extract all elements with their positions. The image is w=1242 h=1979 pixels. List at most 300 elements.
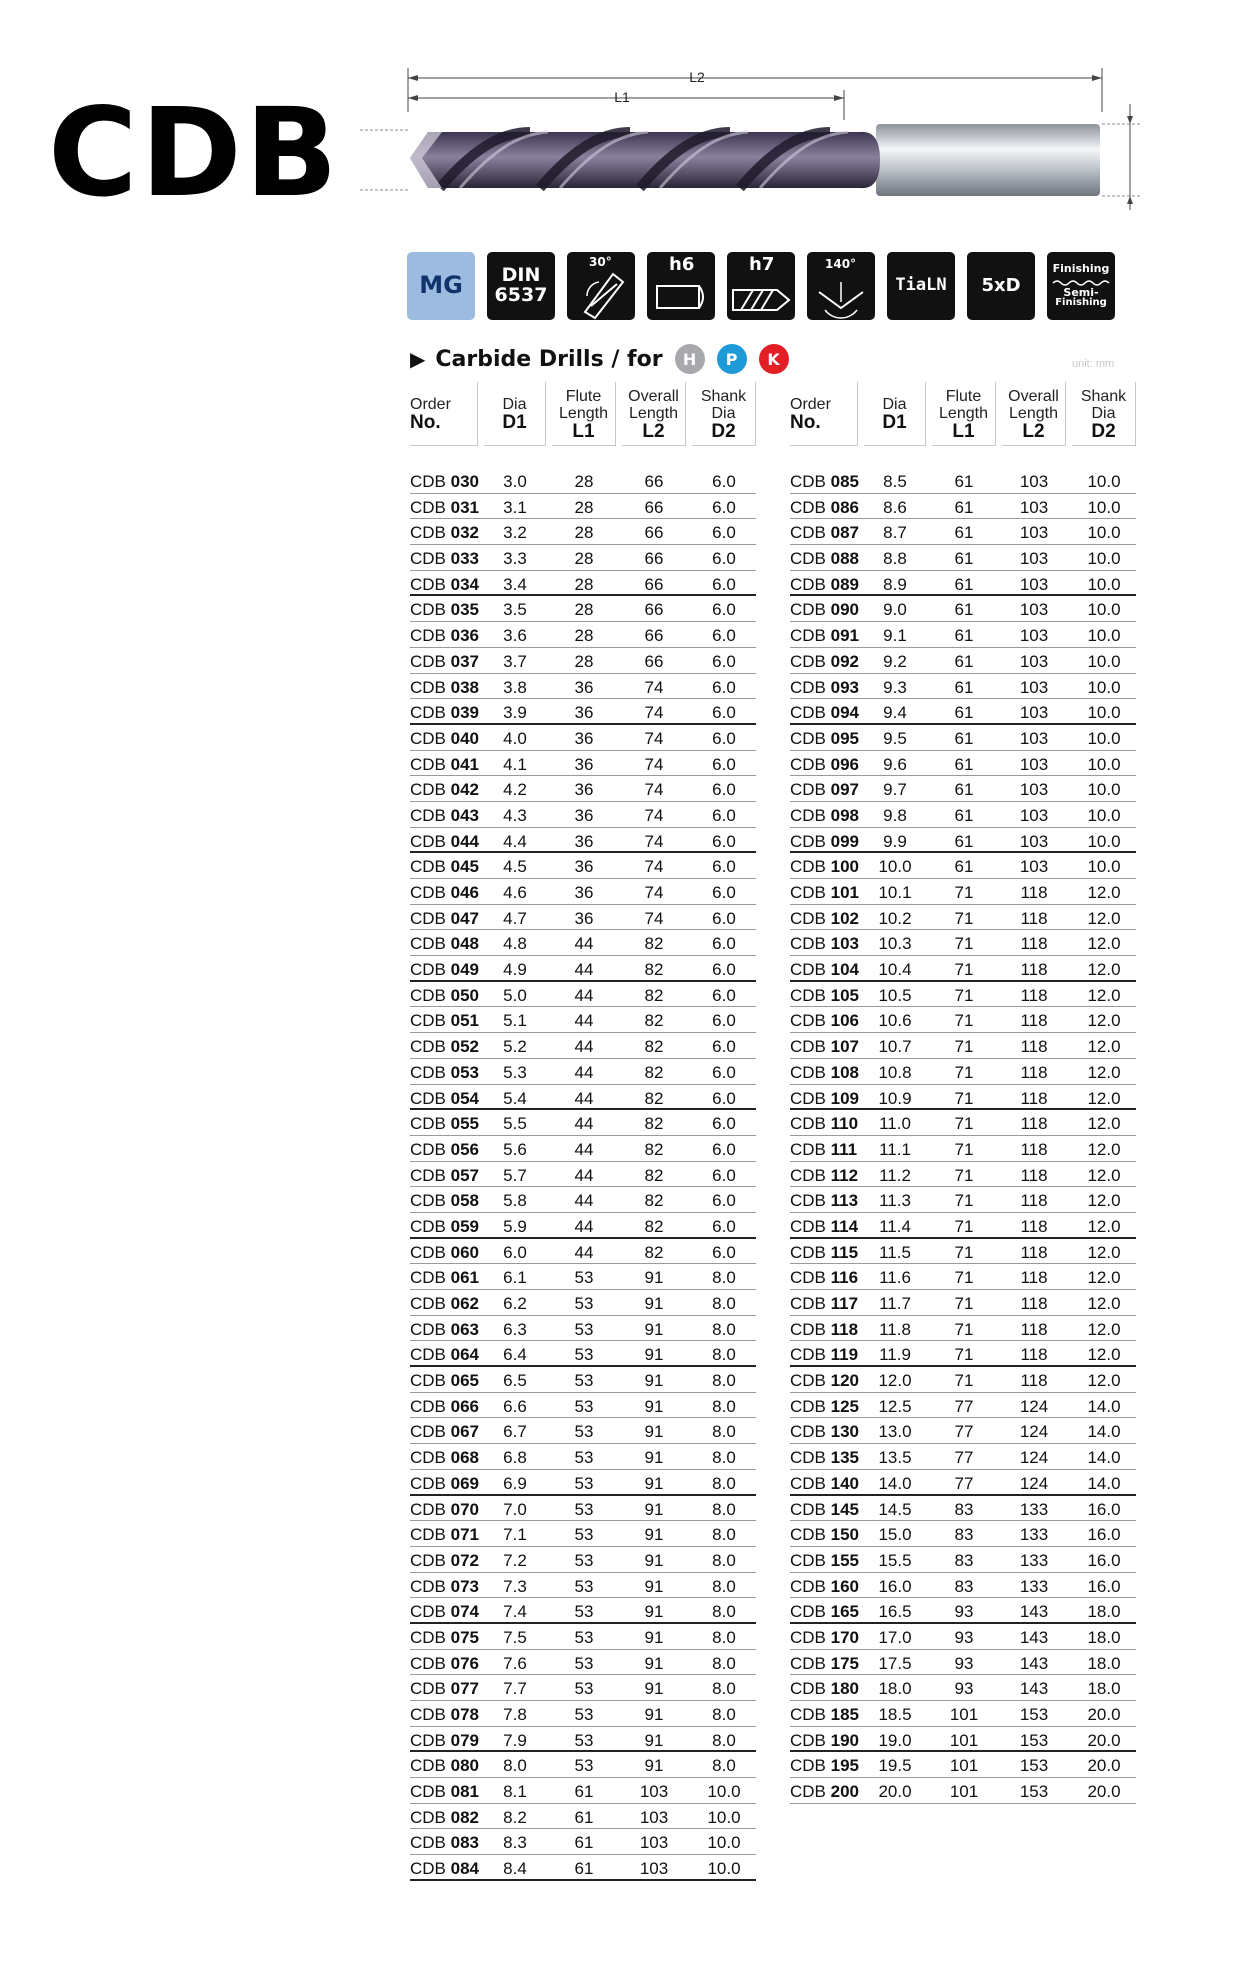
product-logo: CDB <box>48 82 341 224</box>
overall-length-l2: 103 <box>1019 549 1049 569</box>
flute-length-l1: 36 <box>574 780 594 800</box>
flute-length-l1: 61 <box>954 677 974 697</box>
order-number: CDB 110 <box>790 1114 859 1134</box>
order-number: CDB 067 <box>410 1422 479 1442</box>
order-number: CDB 106 <box>790 1011 859 1031</box>
flute-length-l1: 53 <box>574 1319 594 1339</box>
dia-d1: 10.1 <box>878 883 912 902</box>
table-row <box>790 802 1136 828</box>
order-number: CDB 091 <box>790 626 859 646</box>
overall-length-l2: 91 <box>644 1268 664 1288</box>
dia-d1: 10.8 <box>878 1062 912 1082</box>
order-number: CDB 130 <box>790 1422 859 1442</box>
table-row <box>410 982 756 1008</box>
shank-dia-d2: 10.0 <box>1087 651 1121 671</box>
order-number: CDB 098 <box>790 805 859 825</box>
dia-d1: 16.0 <box>878 1576 912 1596</box>
spec-table-left <box>410 382 758 1879</box>
shank-dia-d2: 6.0 <box>712 831 736 851</box>
table-row <box>790 905 1136 931</box>
tialn-badge-text: TiaLN <box>895 275 947 296</box>
shank-dia-d2: 10.0 <box>1087 523 1121 543</box>
header-flute: Flute Length L1 <box>552 382 616 446</box>
table-row <box>790 1675 1136 1701</box>
5xd-badge-text: 5xD <box>981 274 1021 296</box>
flute-length-l1: 53 <box>574 1705 594 1724</box>
table-row <box>790 674 1136 700</box>
order-number: CDB 040 <box>410 728 479 748</box>
table-row <box>410 1033 756 1059</box>
section-title-text: Carbide Drills / for <box>435 346 663 372</box>
order-number: CDB 113 <box>790 1191 859 1211</box>
shank-dia-d2: 6.0 <box>712 960 736 980</box>
overall-length-l2: 91 <box>644 1705 664 1724</box>
overall-length-l2: 74 <box>644 754 664 774</box>
dia-d1: 6.8 <box>503 1448 527 1468</box>
shank-dia-d2: 6.0 <box>712 883 736 902</box>
dia-d1: 8.7 <box>883 523 907 543</box>
dia-d1: 7.1 <box>503 1525 527 1545</box>
flute-length-l1: 28 <box>574 651 594 671</box>
section-title <box>410 344 789 374</box>
overall-length-l2: 124 <box>1019 1448 1049 1468</box>
table-row <box>790 1496 1136 1522</box>
helix-30-badge <box>567 252 635 320</box>
order-number: CDB 125 <box>790 1396 859 1416</box>
dia-d1: 6.4 <box>503 1345 527 1365</box>
table-row <box>410 725 756 751</box>
table-row <box>410 1470 756 1496</box>
dia-d1: 5.6 <box>503 1139 527 1159</box>
overall-length-l2: 66 <box>644 626 664 646</box>
dia-d1: 7.7 <box>503 1679 527 1699</box>
order-number: CDB 081 <box>410 1782 479 1802</box>
overall-length-l2: 66 <box>644 472 664 491</box>
order-number: CDB 046 <box>410 883 479 902</box>
dia-d1: 4.1 <box>503 754 527 774</box>
overall-length-l2: 74 <box>644 831 664 851</box>
overall-length-l2: 103 <box>1019 626 1049 646</box>
overall-length-l2: 91 <box>644 1473 664 1493</box>
order-number: CDB 038 <box>410 677 479 697</box>
shank-dia-d2: 10.0 <box>1087 831 1121 851</box>
h7-tolerance-badge <box>727 252 795 320</box>
dia-d1: 4.6 <box>503 883 527 902</box>
order-number: CDB 111 <box>790 1139 858 1159</box>
table-row <box>410 674 756 700</box>
material-k-badge: K <box>759 344 789 374</box>
overall-length-l2: 91 <box>644 1319 664 1339</box>
flute-length-l1: 61 <box>574 1833 594 1853</box>
flute-length-l1: 83 <box>954 1499 974 1519</box>
overall-length-l2: 118 <box>1020 1294 1048 1313</box>
shank-dia-d2: 12.0 <box>1087 1114 1121 1134</box>
shank-dia-d2: 14.0 <box>1087 1396 1121 1416</box>
shank-dia-d2: 6.0 <box>712 857 736 877</box>
order-number: CDB 047 <box>410 908 479 928</box>
shank-dia-d2: 6.0 <box>712 600 736 620</box>
helix-badge-text: 30° <box>589 255 612 269</box>
overall-length-l2: 118 <box>1020 1345 1048 1365</box>
shank-dia-d2: 12.0 <box>1087 883 1121 902</box>
table-row <box>790 1418 1136 1444</box>
shank-dia-d2: 10.0 <box>707 1782 741 1802</box>
overall-length-l2: 82 <box>644 1242 664 1262</box>
overall-length-l2: 103 <box>1019 703 1049 723</box>
flute-length-l1: 71 <box>954 1062 974 1082</box>
table-row <box>410 853 756 879</box>
order-number: CDB 085 <box>790 472 859 491</box>
shank-dia-d2: 6.0 <box>712 523 736 543</box>
triangle-icon: ▶ <box>410 347 426 371</box>
header-dia: Dia D1 <box>484 382 546 446</box>
overall-length-l2: 91 <box>644 1294 664 1313</box>
flute-length-l1: 71 <box>954 1088 974 1108</box>
table-row <box>410 905 756 931</box>
shank-dia-d2: 8.0 <box>712 1371 736 1391</box>
order-number: CDB 150 <box>790 1525 859 1545</box>
shank-dia-d2: 6.0 <box>712 1139 736 1159</box>
dia-d1: 9.3 <box>883 677 907 697</box>
dia-d1: 9.6 <box>883 754 907 774</box>
header-shank: Shank Dia D2 <box>1072 382 1136 446</box>
flute-length-l1: 53 <box>574 1550 594 1570</box>
flute-length-l1: 77 <box>954 1422 974 1442</box>
dia-d1: 6.1 <box>503 1268 527 1288</box>
table-row <box>410 1778 756 1804</box>
table-row <box>410 1316 756 1342</box>
dia-d1: 7.2 <box>503 1550 527 1570</box>
overall-length-l2: 118 <box>1020 1037 1048 1057</box>
order-number: CDB 104 <box>790 960 859 980</box>
flute-length-l1: 44 <box>574 1114 594 1134</box>
din-badge-bottom: 6537 <box>494 284 548 306</box>
dia-d1: 3.4 <box>503 574 527 594</box>
dia-d1: 7.4 <box>503 1602 527 1622</box>
overall-length-l2: 103 <box>1019 754 1049 774</box>
order-number: CDB 195 <box>790 1756 859 1776</box>
shank-dia-d2: 18.0 <box>1087 1627 1121 1647</box>
table-row <box>410 1547 756 1573</box>
overall-length-l2: 118 <box>1020 1139 1048 1159</box>
table-row <box>790 1033 1136 1059</box>
shank-dia-d2: 12.0 <box>1087 1319 1121 1339</box>
table-row <box>410 1444 756 1470</box>
flute-length-l1: 71 <box>954 1191 974 1211</box>
table-row <box>790 1752 1136 1778</box>
table-row <box>790 930 1136 956</box>
flute-length-l1: 61 <box>574 1859 594 1879</box>
flute-length-l1: 93 <box>954 1627 974 1647</box>
flute-length-l1: 71 <box>954 1294 974 1313</box>
flute-length-l1: 36 <box>574 677 594 697</box>
overall-length-l2: 118 <box>1020 1088 1048 1108</box>
order-number: CDB 118 <box>790 1319 859 1339</box>
order-number: CDB 108 <box>790 1062 859 1082</box>
table-row <box>410 1367 756 1393</box>
table-row <box>790 1701 1136 1727</box>
dia-d1: 19.5 <box>878 1756 912 1776</box>
order-number: CDB 102 <box>790 908 859 928</box>
header-dia: Dia D1 <box>864 382 926 446</box>
overall-length-l2: 66 <box>644 523 664 543</box>
table-row <box>410 519 756 545</box>
order-number: CDB 083 <box>410 1833 479 1853</box>
table-row <box>790 1085 1136 1111</box>
dia-d1: 17.5 <box>878 1653 912 1673</box>
shank-dia-d2: 20.0 <box>1087 1705 1121 1724</box>
shank-dia-d2: 8.0 <box>712 1448 736 1468</box>
flute-length-l1: 93 <box>954 1602 974 1622</box>
flute-length-l1: 53 <box>574 1396 594 1416</box>
flute-length-l1: 71 <box>954 1139 974 1159</box>
dia-d1: 8.4 <box>503 1859 527 1879</box>
overall-length-l2: 143 <box>1019 1627 1049 1647</box>
order-number: CDB 080 <box>410 1756 479 1776</box>
overall-length-l2: 74 <box>644 677 664 697</box>
table-row <box>790 725 1136 751</box>
order-number: CDB 039 <box>410 703 479 723</box>
flute-length-l1: 93 <box>954 1653 974 1673</box>
table-row <box>410 1239 756 1265</box>
flute-length-l1: 61 <box>954 805 974 825</box>
dia-d1: 11.5 <box>879 1242 911 1262</box>
overall-length-l2: 103 <box>1019 831 1049 851</box>
table-row <box>790 622 1136 648</box>
shank-dia-d2: 8.0 <box>712 1294 736 1313</box>
dia-d1: 8.2 <box>503 1807 527 1827</box>
flute-length-l1: 71 <box>954 1371 974 1391</box>
dia-d1: 3.8 <box>503 677 527 697</box>
flute-length-l1: 53 <box>574 1268 594 1288</box>
order-number: CDB 033 <box>410 549 479 569</box>
dia-d1: 4.2 <box>503 780 527 800</box>
overall-length-l2: 143 <box>1019 1602 1049 1622</box>
table-row <box>410 699 756 725</box>
flute-length-l1: 71 <box>954 1114 974 1134</box>
order-number: CDB 068 <box>410 1448 479 1468</box>
h6-badge-text: h6 <box>669 254 695 275</box>
dia-d1: 9.2 <box>883 651 907 671</box>
flute-length-l1: 28 <box>574 549 594 569</box>
dia-d1: 4.5 <box>503 857 527 877</box>
flute-length-l1: 28 <box>574 472 594 491</box>
header-order: Order No. <box>410 382 478 446</box>
overall-length-l2: 91 <box>644 1602 664 1622</box>
flute-length-l1: 28 <box>574 523 594 543</box>
table-row <box>790 1162 1136 1188</box>
shank-dia-d2: 8.0 <box>712 1422 736 1442</box>
table-row <box>790 1341 1136 1367</box>
order-number: CDB 071 <box>410 1525 479 1545</box>
mg-badge <box>407 252 475 320</box>
overall-length-l2: 82 <box>644 1088 664 1108</box>
table-row <box>410 1007 756 1033</box>
order-number: CDB 045 <box>410 857 479 877</box>
overall-length-l2: 74 <box>644 780 664 800</box>
dia-d1: 19.0 <box>878 1730 912 1750</box>
shank-dia-d2: 6.0 <box>712 754 736 774</box>
flute-length-l1: 83 <box>954 1550 974 1570</box>
dia-d1: 6.6 <box>503 1396 527 1416</box>
flute-length-l1: 71 <box>954 1165 974 1185</box>
table-row <box>410 1804 756 1830</box>
table-row <box>410 648 756 674</box>
table-row <box>790 1573 1136 1599</box>
table-row <box>410 828 756 854</box>
flute-length-l1: 44 <box>574 985 594 1005</box>
order-number: CDB 109 <box>790 1088 859 1108</box>
order-number: CDB 054 <box>410 1088 479 1108</box>
overall-length-l2: 74 <box>644 883 664 902</box>
flute-length-l1: 61 <box>954 600 974 620</box>
dia-d1: 11.7 <box>879 1294 911 1313</box>
flute-length-l1: 44 <box>574 1139 594 1159</box>
table-row <box>790 1521 1136 1547</box>
overall-length-l2: 103 <box>1019 780 1049 800</box>
dia-d1: 7.9 <box>503 1730 527 1750</box>
table-row <box>410 1650 756 1676</box>
order-number: CDB 093 <box>790 677 859 697</box>
dia-d1: 10.6 <box>878 1011 912 1031</box>
order-number: CDB 061 <box>410 1268 479 1288</box>
shank-dia-d2: 10.0 <box>1087 857 1121 877</box>
shank-dia-d2: 6.0 <box>712 1191 736 1211</box>
shank-dia-d2: 10.0 <box>1087 600 1121 620</box>
dia-d1: 3.5 <box>503 600 527 620</box>
dia-d1: 3.0 <box>503 472 527 491</box>
table-row <box>410 1187 756 1213</box>
overall-length-l2: 82 <box>644 1037 664 1057</box>
overall-length-l2: 103 <box>1019 805 1049 825</box>
dia-d1: 11.8 <box>879 1319 911 1339</box>
dia-d1: 10.3 <box>878 934 912 954</box>
order-number: CDB 062 <box>410 1294 479 1313</box>
flute-length-l1: 53 <box>574 1525 594 1545</box>
dia-d1: 11.2 <box>879 1165 911 1185</box>
order-number: CDB 030 <box>410 472 479 491</box>
order-number: CDB 099 <box>790 831 859 851</box>
order-number: CDB 180 <box>790 1679 859 1699</box>
dia-d1: 7.0 <box>503 1499 527 1519</box>
shank-dia-d2: 10.0 <box>1087 549 1121 569</box>
shank-dia-d2: 6.0 <box>712 1062 736 1082</box>
order-number: CDB 043 <box>410 805 479 825</box>
header-flute: Flute Length L1 <box>932 382 996 446</box>
table-row <box>790 519 1136 545</box>
shank-dia-d2: 12.0 <box>1087 1268 1121 1288</box>
overall-length-l2: 118 <box>1020 1011 1048 1031</box>
order-number: CDB 032 <box>410 523 479 543</box>
flute-length-l1: 44 <box>574 1216 594 1236</box>
order-number: CDB 035 <box>410 600 479 620</box>
flute-length-l1: 61 <box>954 780 974 800</box>
shank-dia-d2: 12.0 <box>1087 1371 1121 1391</box>
dia-d1: 7.5 <box>503 1627 527 1647</box>
shank-dia-d2: 6.0 <box>712 574 736 594</box>
dia-d1: 8.5 <box>883 472 907 491</box>
flute-length-l1: 101 <box>949 1782 979 1802</box>
flute-length-l1: 44 <box>574 960 594 980</box>
table-row <box>410 1085 756 1111</box>
dia-d1: 11.6 <box>879 1268 911 1288</box>
table-header <box>790 382 1138 452</box>
overall-length-l2: 133 <box>1019 1499 1049 1519</box>
overall-length-l2: 82 <box>644 1165 664 1185</box>
dia-d1: 9.1 <box>883 626 907 646</box>
overall-length-l2: 133 <box>1019 1550 1049 1570</box>
overall-length-l2: 124 <box>1019 1396 1049 1416</box>
order-number: CDB 082 <box>410 1807 479 1827</box>
overall-length-l2: 82 <box>644 1139 664 1159</box>
flute-length-l1: 28 <box>574 574 594 594</box>
overall-length-l2: 91 <box>644 1576 664 1596</box>
shank-dia-d2: 12.0 <box>1087 1088 1121 1108</box>
mg-badge-text: MG <box>419 271 463 300</box>
overall-length-l2: 103 <box>639 1782 669 1802</box>
flute-length-l1: 77 <box>954 1473 974 1493</box>
shank-dia-d2: 8.0 <box>712 1679 736 1699</box>
table-row <box>410 1598 756 1624</box>
overall-length-l2: 82 <box>644 934 664 954</box>
overall-length-l2: 103 <box>1019 651 1049 671</box>
table-row <box>790 1598 1136 1624</box>
table-row <box>790 956 1136 982</box>
dia-d1: 12.0 <box>878 1371 912 1391</box>
dia-d1: 9.4 <box>883 703 907 723</box>
order-number: CDB 048 <box>410 934 479 954</box>
shank-dia-d2: 6.0 <box>712 549 736 569</box>
order-number: CDB 120 <box>790 1371 859 1391</box>
order-number: CDB 103 <box>790 934 859 954</box>
order-number: CDB 077 <box>410 1679 479 1699</box>
l2-label: L2 <box>689 69 705 85</box>
overall-length-l2: 91 <box>644 1653 664 1673</box>
order-number: CDB 076 <box>410 1653 479 1673</box>
dia-d1: 4.4 <box>503 831 527 851</box>
flute-length-l1: 71 <box>954 883 974 902</box>
flute-length-l1: 53 <box>574 1679 594 1699</box>
flute-length-l1: 53 <box>574 1653 594 1673</box>
overall-length-l2: 91 <box>644 1679 664 1699</box>
order-number: CDB 031 <box>410 497 479 517</box>
dia-d1: 6.3 <box>503 1319 527 1339</box>
order-number: CDB 101 <box>790 883 859 902</box>
flute-length-l1: 77 <box>954 1448 974 1468</box>
overall-length-l2: 66 <box>644 549 664 569</box>
flute-length-l1: 71 <box>954 934 974 954</box>
overall-length-l2: 124 <box>1019 1473 1049 1493</box>
order-number: CDB 115 <box>790 1242 859 1262</box>
overall-length-l2: 74 <box>644 908 664 928</box>
overall-length-l2: 103 <box>1019 857 1049 877</box>
shank-dia-d2: 8.0 <box>712 1268 736 1288</box>
table-row <box>790 545 1136 571</box>
table-header <box>410 382 758 452</box>
overall-length-l2: 118 <box>1020 985 1048 1005</box>
order-number: CDB 185 <box>790 1705 859 1724</box>
table-row <box>790 1110 1136 1136</box>
order-number: CDB 079 <box>410 1730 479 1750</box>
table-row <box>410 1393 756 1419</box>
shank-dia-d2: 8.0 <box>712 1345 736 1365</box>
table-row <box>790 1393 1136 1419</box>
table-row <box>790 494 1136 520</box>
dia-d1: 8.9 <box>883 574 907 594</box>
overall-length-l2: 91 <box>644 1627 664 1647</box>
order-number: CDB 078 <box>410 1705 479 1724</box>
dia-d1: 20.0 <box>878 1782 912 1802</box>
